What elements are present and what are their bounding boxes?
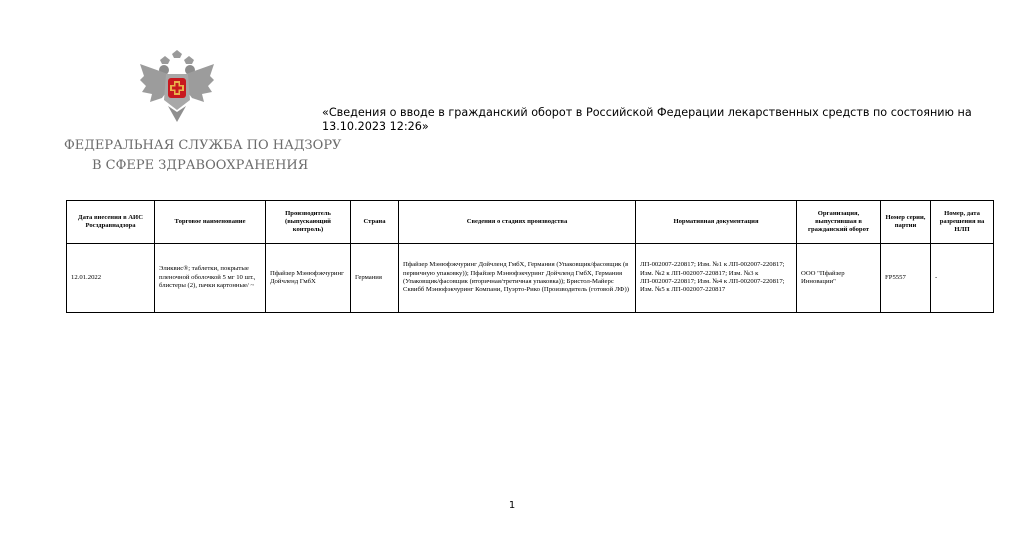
cell-production-stages: Пфайзер Мэнюфэкчуринг Дойчленд ГмбХ, Германия (Упаковщик/фасовщик (в первичную упаковку)); Пфайзер Мэнюфэкчуринг Дойчленд ГмбХ, Германия (Упаковщик/фасовщик (вторичная/третичная упаковка)); Бристол-Майерс Сквибб Мэнюфэкчуринг Компани, Пуэрто-Рико (Производитель (готовой ЛФ)): [399, 244, 636, 313]
page-number: 1: [508, 500, 516, 511]
column-header-organization: Организация, выпустившая в гражданский оборот: [797, 201, 881, 244]
column-header-date: Дата внесения в АИС Росздравнадзора: [67, 201, 155, 244]
column-header-trade-name: Торговое наименование: [155, 201, 266, 244]
column-header-country: Страна: [351, 201, 399, 244]
cell-date: 12.01.2022: [67, 244, 155, 313]
column-header-batch-number: Номер серии, партии: [881, 201, 931, 244]
document-title: «Сведения о вводе в гражданский оборот в Российской Федерации лекарственных средств по состоянию на 13.10.2023 12:26»: [322, 106, 972, 133]
cell-batch-number: FP5557: [881, 244, 931, 313]
column-header-production-stages: Сведения о стадиях производства: [399, 201, 636, 244]
cell-manufacturer: Пфайзер Мэнюфэкчуринг Дойчленд ГмбХ: [266, 244, 351, 313]
roszdravnadzor-logo: [60, 50, 342, 180]
column-header-manufacturer: Производитель (выпускающий контроль): [266, 201, 351, 244]
org-name-line2: В СФЕРЕ ЗДРАВООХРАНЕНИЯ: [92, 158, 309, 173]
double-headed-eagle-emblem-icon: [138, 50, 216, 124]
cell-regulatory-docs: ЛП-002007-220817; Изм. №1 к ЛП-002007-220817; Изм. №2 к ЛП-002007-220817; Изм. №3 к ЛП-002007-220817; Изм. №4 к ЛП-002007-220817; Изм. №5 к ЛП-002007-220817: [636, 244, 797, 313]
column-header-regulatory-docs: Нормативная документация: [636, 201, 797, 244]
drug-registry-table: [66, 200, 994, 313]
cell-country: Германия: [351, 244, 399, 313]
table-row: [67, 244, 994, 313]
column-header-permit: Номер, дата разрешения на НЛП: [931, 201, 994, 244]
cell-permit: -: [931, 244, 994, 313]
table-header-row: [67, 201, 994, 244]
org-name-line1: ФЕДЕРАЛЬНАЯ СЛУЖБА ПО НАДЗОРУ: [64, 138, 342, 153]
cell-trade-name: Эликвис®; таблетки, покрытые пленочной оболочкой 5 мг 10 шт., блистеры (2), пачки картонные/ ~: [155, 244, 266, 313]
cell-organization: ООО "Пфайзер Инновации": [797, 244, 881, 313]
